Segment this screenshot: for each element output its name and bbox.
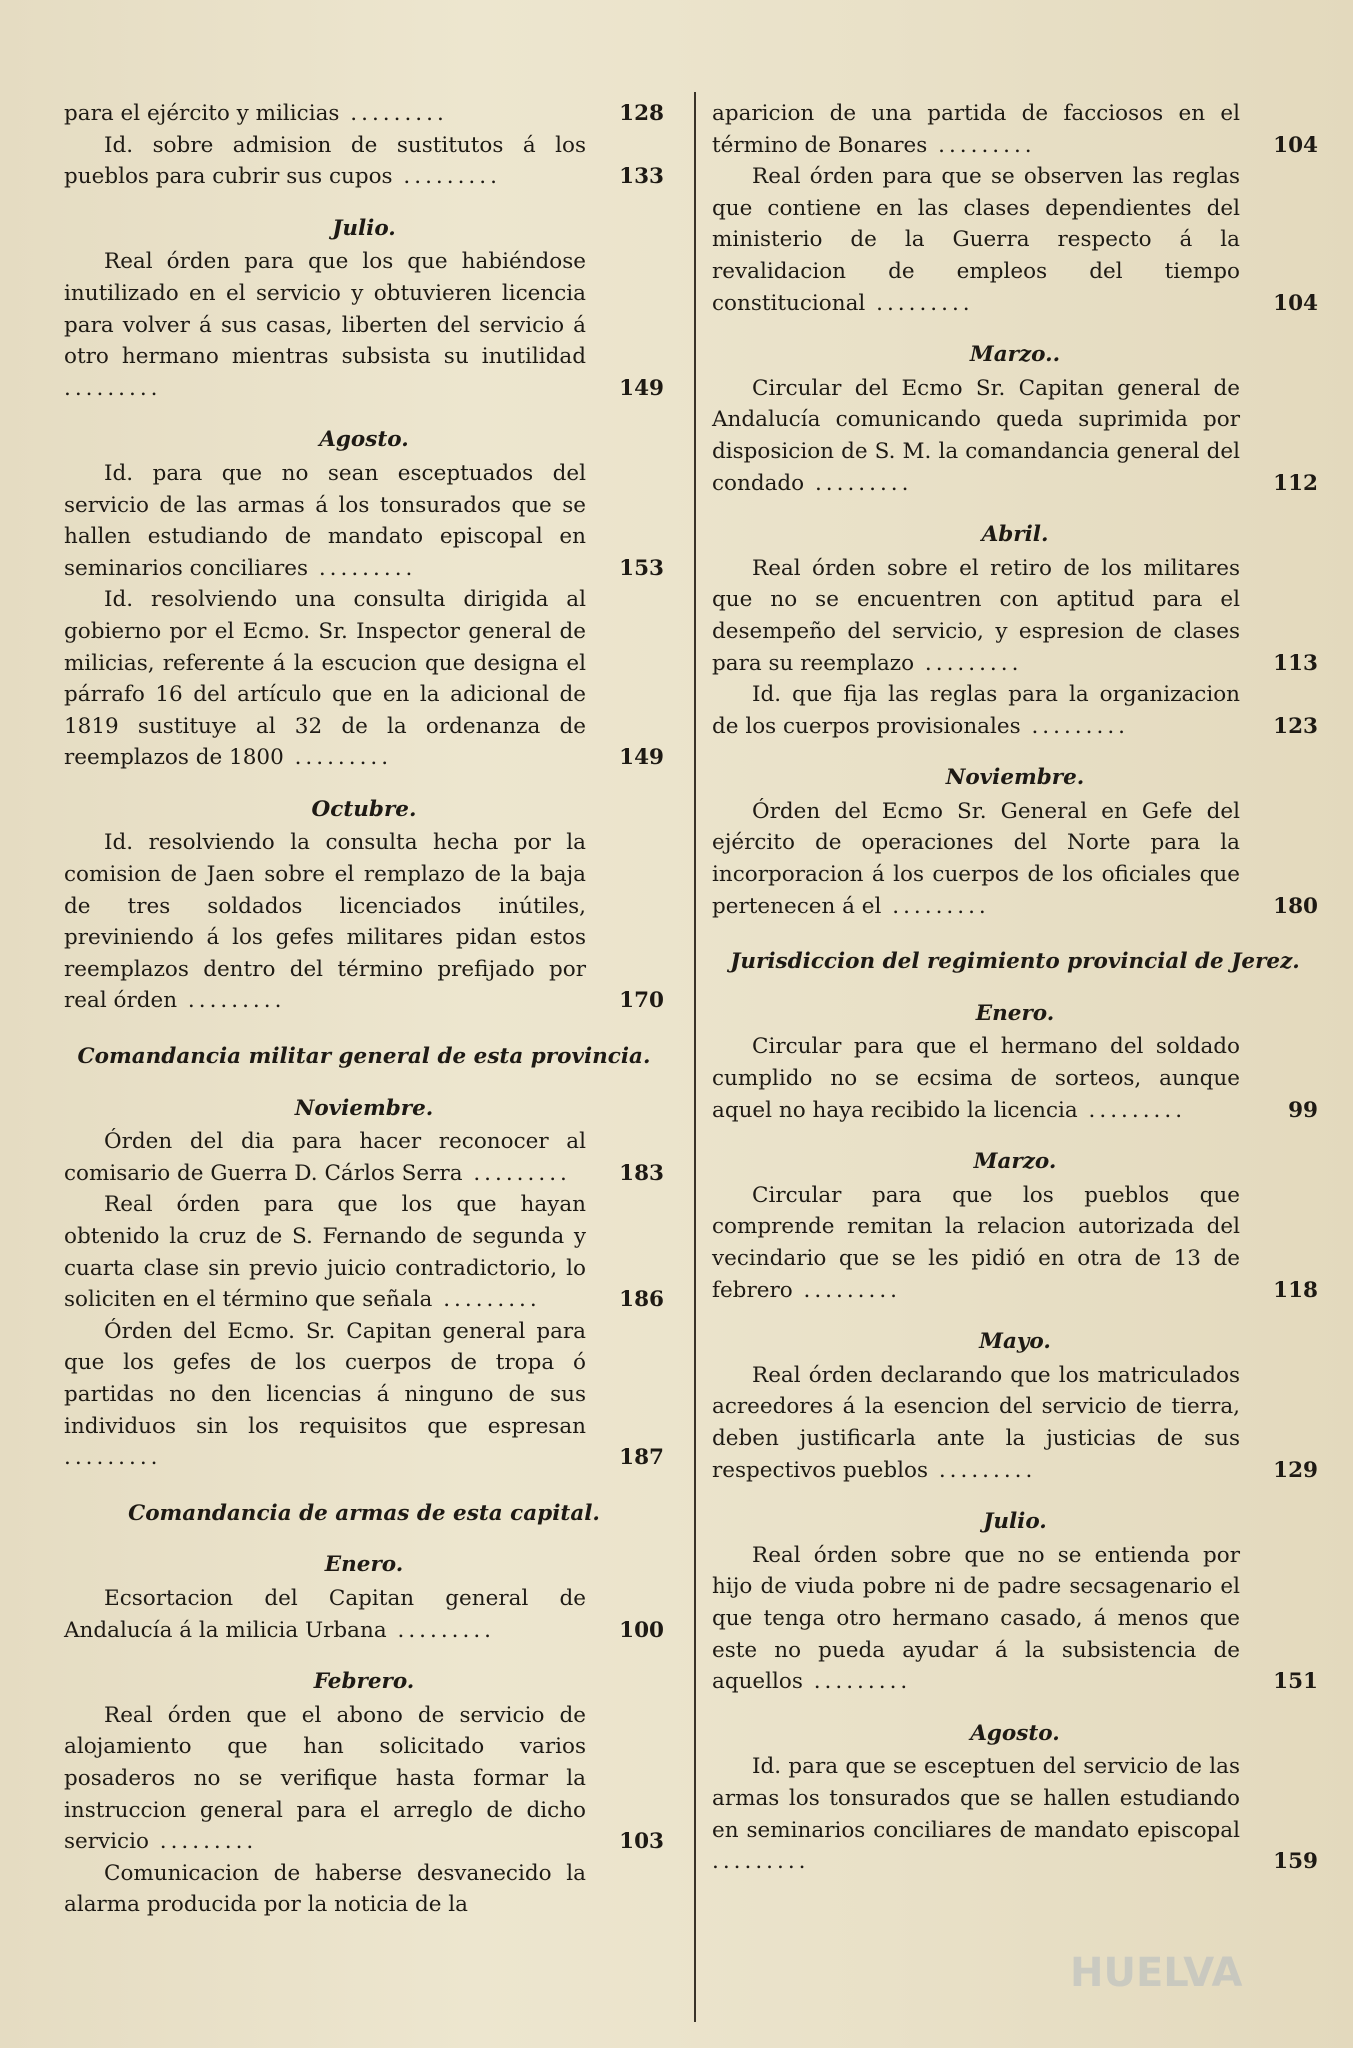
month-heading: Mayo. [979, 1329, 1051, 1355]
leader-dots: ......... [64, 375, 162, 401]
entry-text: Id. para que se esceptuen del servicio de las armas los tonsurados que se hallen estudiando en seminarios conciliares de mandato episcopal [712, 1754, 1240, 1843]
month-heading: Marzo.. [969, 342, 1061, 368]
page-number: 112 [1273, 470, 1318, 496]
entry-text: Real órden para que se observen las reglas que contiene en las clases dependientes del ministerio de la Guerra respecto á la revalidacion de empleos del tiempo constitucional [712, 164, 1240, 316]
month-heading: Julio. [332, 215, 396, 241]
index-entry [64, 130, 664, 193]
leader-dots: ......... [1020, 713, 1129, 739]
right-column [712, 98, 1318, 1878]
entry-text: para el ejército y milicias [64, 101, 340, 126]
entry-text: Real órden que el abono de servicio de alojamiento que han solicitado varios posaderos no se verifique hasta formar la instruccion general para el arreglo de dicho servicio [64, 1702, 586, 1855]
entry-text: Id. resolviendo la consulta hecha por la comision de Jaen sobre el remplazo de la baja de tres soldados licenciados inútiles, previniendo á los gefes militares pidan estos reemplazos dentro del término prefijado por real órden [64, 830, 586, 1014]
entry-text: Circular para que los pueblos que comprende remitan la relacion autorizada del vecindario que se les pidió en otra de 13 de febrero [712, 1182, 1240, 1303]
page-number: 151 [1273, 1669, 1318, 1695]
index-entry [712, 1540, 1318, 1698]
leader-dots: ......... [927, 132, 1036, 158]
month-heading: Febrero. [313, 1669, 415, 1695]
index-entry [712, 161, 1318, 319]
index-entry [64, 246, 664, 404]
index-entry [712, 1180, 1318, 1306]
page-number: 118 [1273, 1277, 1318, 1303]
month-heading: Octubre. [311, 796, 417, 822]
entry-text: Real órden sobre que no se entienda por hijo de viuda pobre ni de padre secsagenario el que tenga otro hermano casado, á menos que este no pueda ayudar á la subsistencia de aquellos [712, 1542, 1240, 1695]
column-divider [694, 92, 696, 2022]
entry-text: Real órden para que los que hayan obtenido la cruz de S. Fernando de segunda y cuarta clase sin previo juicio contradictorio, lo soliciten en el término que señala [64, 1192, 586, 1313]
month-heading: Noviembre. [294, 1095, 434, 1121]
page-number: 104 [1273, 132, 1318, 158]
leader-dots: ......... [792, 1277, 902, 1303]
leader-dots: ......... [462, 1160, 571, 1186]
page-number: 103 [619, 1829, 664, 1855]
index-entry [712, 98, 1318, 161]
entry-text: Real órden sobre el retiro de los militares que no se encuentren con aptitud para el desempeño del servicio, y espresion de clases para su reemplazo [712, 555, 1240, 676]
index-entry [64, 98, 664, 130]
leader-dots: ......... [865, 290, 974, 316]
leader-dots: ......... [712, 1849, 810, 1875]
page-number: 100 [619, 1617, 664, 1643]
entry-text: Órden del dia para hacer reconocer al comisario de Guerra D. Cárlos Serra [64, 1129, 586, 1186]
leader-dots: ......... [177, 988, 286, 1014]
month-heading: Agosto. [970, 1720, 1060, 1746]
index-entry [712, 1360, 1318, 1486]
index-entry [712, 373, 1318, 499]
leader-dots: ......... [432, 1287, 541, 1313]
leader-dots: ......... [914, 650, 1023, 676]
leader-dots: ......... [386, 1617, 496, 1643]
leader-dots: ......... [308, 555, 417, 581]
month-heading: Marzo. [973, 1149, 1057, 1175]
entry-text: Ecsortacion del Capitan general de Andalucía á la milicia Urbana [64, 1585, 586, 1643]
entry-text: Órden del Ecmo. Sr. Capitan general para que los gefes de los cuerpos de tropa ó partidas no den licencias á ninguno de sus individuos sin los requisitos que espresan [64, 1318, 586, 1439]
month-heading: Abril. [981, 522, 1049, 548]
entry-text: Órden del Ecmo Sr. General en Gefe del ejército de operaciones del Norte para la incorporacion á los cuerpos de los oficiales que pertenecen á el [712, 798, 1240, 919]
entry-text: Circular para que el hermano del soldado cumplido no se ecsima de sorteos, aunque aquel no haya recibido la licencia [712, 1034, 1240, 1123]
index-entry [64, 1700, 664, 1858]
index-entry [64, 1316, 664, 1474]
entry-text: Real órden declarando que los matriculados acreedores á la esencion del servicio de tierra, deben justificarla ante la justicias de sus respectivos pueblos [712, 1362, 1240, 1483]
page-number: 123 [1273, 713, 1318, 739]
section-heading: Jurisdiccion del regimiento provincial de Jerez. [730, 949, 1300, 975]
leader-dots: ......... [881, 893, 990, 919]
leader-dots: ......... [804, 470, 913, 496]
index-entry [64, 584, 664, 774]
index-entry [64, 827, 664, 1017]
month-heading: Enero. [324, 1552, 404, 1578]
page-number: 128 [619, 101, 664, 126]
leader-dots: ......... [928, 1457, 1037, 1483]
page-number: 187 [619, 1445, 664, 1471]
page-number: 170 [619, 988, 664, 1014]
left-column [64, 98, 664, 1921]
section-heading: Comandancia de armas de esta capital. [128, 1500, 600, 1526]
page-number: 153 [619, 555, 664, 581]
page-number: 129 [1273, 1457, 1318, 1483]
entry-text: aparicion de una partida de facciosos en el término de Bonares [712, 101, 1240, 158]
page-number: 149 [619, 745, 664, 771]
index-entry [712, 1031, 1318, 1126]
leader-dots: ......... [148, 1829, 258, 1855]
page-number: 149 [619, 375, 664, 401]
entry-text: Real órden para que los que habiéndose inutilizado en el servicio y obtuvieren licencia para volver á sus casas, liberten del servicio á otro hermano mientras subsista su inutilidad [64, 249, 586, 370]
entry-text: Comunicacion de haberse desvanecido la alarma producida por la noticia de la [64, 1860, 586, 1918]
index-entry [64, 1858, 664, 1921]
index-entry [712, 679, 1318, 742]
index-entry [64, 1583, 664, 1646]
leader-dots: ......... [283, 745, 393, 771]
leader-dots: ......... [392, 164, 501, 190]
page-number: 133 [619, 164, 664, 190]
page-number: 186 [619, 1287, 664, 1313]
month-heading: Julio. [983, 1509, 1047, 1535]
index-entry [712, 1751, 1318, 1877]
page-number: 180 [1273, 893, 1318, 919]
entry-text: Id. para que no sean esceptuados del servicio de las armas á los tonsurados que se hallen estudiando de mandato episcopal en seminarios conciliares [64, 460, 586, 581]
month-heading: Enero. [975, 1000, 1055, 1026]
entry-text: Id. que fija las reglas para la organizacion de los cuerpos provisionales [712, 682, 1240, 739]
entry-text: Id. resolviendo una consulta dirigida al gobierno por el Ecmo. Sr. Inspector general de milicias, referente á la escucion que designa el párrafo 16 del artículo que en la adicional de 1819 sustituye al 32 de la ordenanza de reemplazos de 1800 [64, 587, 586, 771]
index-entry [712, 796, 1318, 922]
page-number: 99 [1288, 1097, 1318, 1123]
index-entry [64, 1189, 664, 1315]
page-number: 104 [1273, 290, 1318, 316]
index-entry [64, 1126, 664, 1189]
month-heading: Agosto. [319, 427, 409, 453]
leader-dots: ......... [802, 1669, 912, 1695]
entry-text: Id. sobre admision de sustitutos á los pueblos para cubrir sus cupos [64, 132, 586, 190]
page-number: 183 [619, 1160, 664, 1186]
page-number: 159 [1273, 1849, 1318, 1875]
index-entry [64, 458, 664, 584]
library-watermark: HUELVA [1070, 1950, 1243, 1996]
leader-dots: ......... [64, 1445, 162, 1471]
index-entry [712, 553, 1318, 679]
month-heading: Noviembre. [945, 765, 1085, 791]
section-heading: Comandancia militar general de esta provincia. [77, 1044, 651, 1070]
leader-dots: ......... [1077, 1097, 1187, 1123]
leader-dots: ......... [339, 101, 448, 126]
entry-text: Circular del Ecmo Sr. Capitan general de Andalucía comunicando queda suprimida por disposicion de S. M. la comandancia general del condado [712, 375, 1240, 496]
page-number: 113 [1273, 650, 1318, 676]
